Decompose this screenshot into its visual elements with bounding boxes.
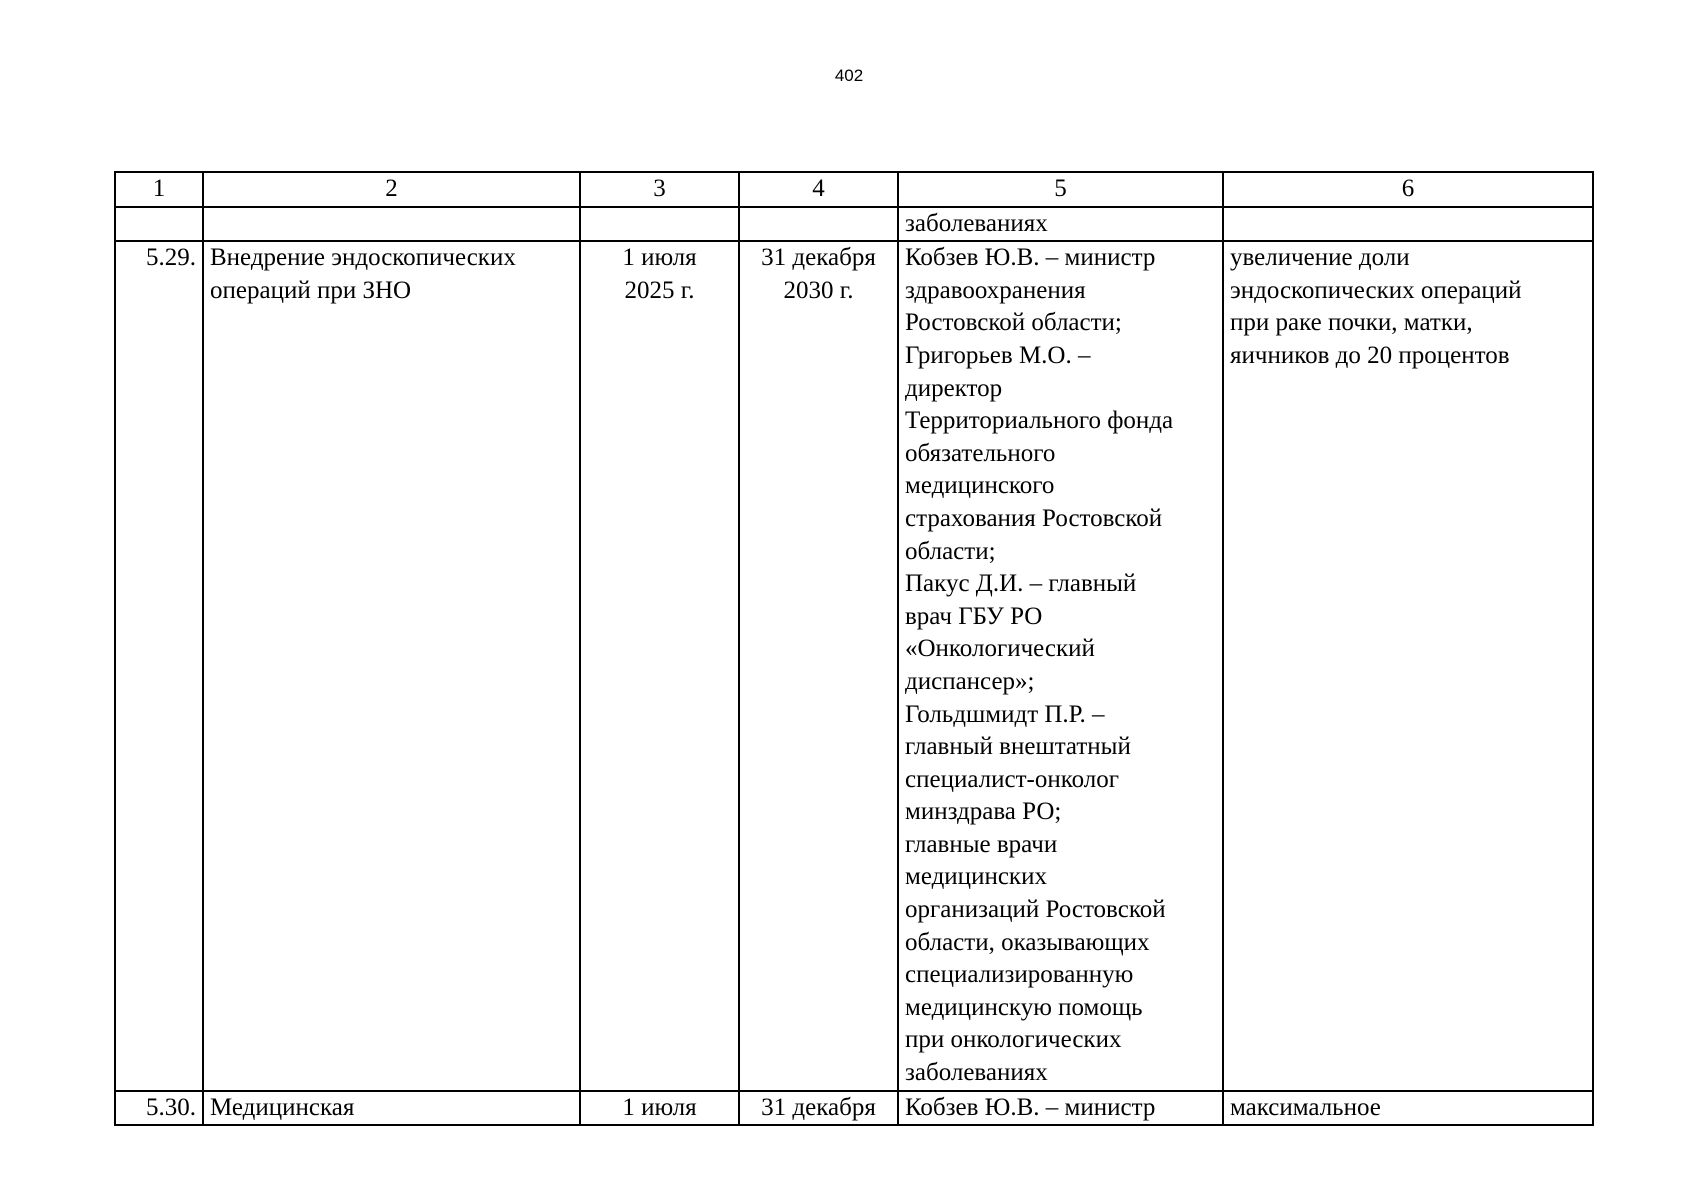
column-header: 4: [739, 172, 898, 207]
responsible-cell: Кобзев Ю.В. – министр: [898, 1091, 1223, 1126]
table-header-row: [115, 172, 1593, 207]
column-header: 5: [898, 172, 1223, 207]
responsible-cell: заболеваниях: [898, 207, 1223, 242]
plan-table: [114, 171, 1594, 1126]
responsible-cell: Кобзев Ю.В. – министр здравоохранения Ростовской области; Григорьев М.О. – директор Территориального фонда обязательного медицинского страхования Ростовской области; Пакус Д.И. – главный врач ГБУ РО «Онкологический диспансер»; Гольдшмидт П.Р. – главный внештатный специалист-онколог минздрава РО; главные врачи медицинских организаций Ростовской области, оказывающих специализированную медицинскую помощь при онкологических заболеваниях: [898, 241, 1223, 1090]
activity-cell: Медицинская: [203, 1091, 580, 1126]
row-number-cell: 5.29.: [115, 241, 203, 1090]
end-date-cell: 31 декабря: [739, 1091, 898, 1126]
column-header: 3: [580, 172, 739, 207]
start-date-cell: 1 июля: [580, 1091, 739, 1126]
activity-cell: Внедрение эндоскопических операций при ЗНО: [203, 241, 580, 1090]
page-number: 402: [834, 66, 864, 85]
start-date-cell: 1 июля 2025 г.: [580, 241, 739, 1090]
table-row-continuation: [115, 207, 1593, 242]
row-number-cell: [115, 207, 203, 242]
end-date-cell: 31 декабря 2030 г.: [739, 241, 898, 1090]
column-header: 2: [203, 172, 580, 207]
start-date-cell: [580, 207, 739, 242]
result-cell: [1223, 207, 1593, 242]
column-header: 1: [115, 172, 203, 207]
table-row: [115, 1091, 1593, 1126]
end-date-cell: [739, 207, 898, 242]
column-header: 6: [1223, 172, 1593, 207]
result-cell: увеличение доли эндоскопических операций при раке почки, матки, яичников до 20 процентов: [1223, 241, 1593, 1090]
table-row: [115, 241, 1593, 1090]
result-cell: максимальное: [1223, 1091, 1593, 1126]
row-number-cell: 5.30.: [115, 1091, 203, 1126]
activity-cell: [203, 207, 580, 242]
